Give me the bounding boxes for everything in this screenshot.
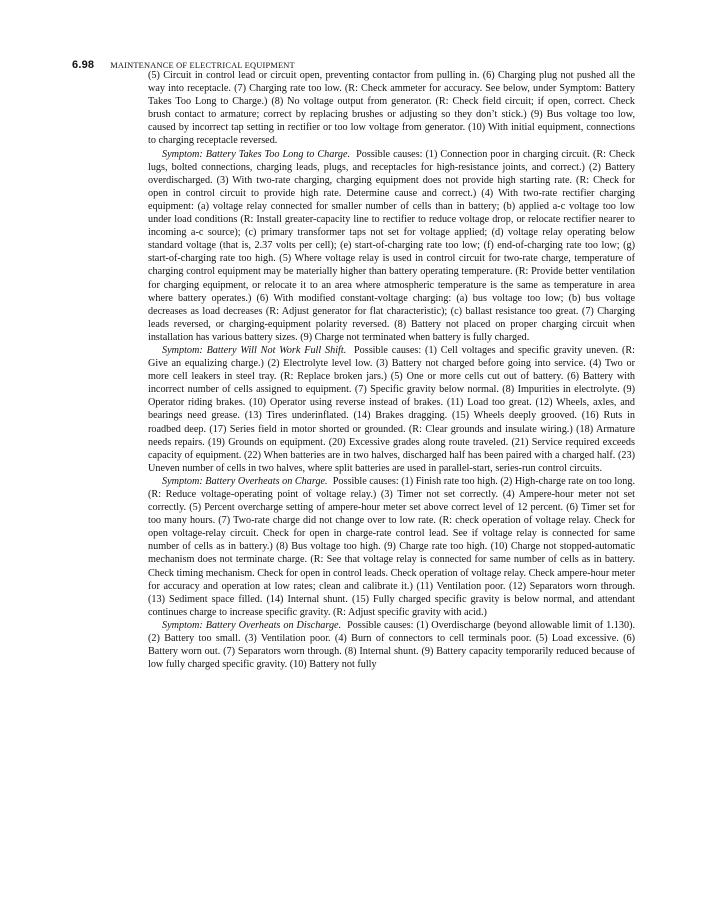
paragraph-symptom-full-shift xyxy=(148,344,635,475)
symptom-heading: Symptom: Battery Overheats on Discharge. xyxy=(162,619,342,631)
paragraph-text: Possible causes: (1) Cell voltages and specific gravity uneven. (R: Give an equalizing charge.) (2) Electrolyte level low. (3) Battery not charged before going into service. (4) Two or more cell leakers in steel tray. (R: Replace broken jars.) (5) One or more cells cut out of battery. (6) Battery with incorrect number of cells assigned to equipment. (7) Specific gravity below normal. (8) Impurities in electrolyte. (9) Operator riding brakes. (10) Operator using reverse instead of brakes. (11) Load too great. (12) Wheels, axles, and bearings need grease. (13) Tires underinflated. (14) Brakes dragging. (15) Wheels deeply grooved. (16) Ruts in roadbed deep. (17) Series field in motor shorted or grounded. (R: Clear grounds and insulate wiring.) (18) Armature needs repairs. (19) Grounds on equipment. (20) Excessive grades along route traveled. (21) Service required exceeds capacity of equipment. (22) When batteries are in two halves, discharged half has been paired with a charged half. (23) Uneven number of cells in two halves, where split batteries are used in parallel-start, series-run control circuits. xyxy=(148,344,636,474)
symptom-heading: Symptom: Battery Takes Too Long to Charge. xyxy=(162,148,351,160)
running-header xyxy=(72,55,632,69)
paragraph-symptom-overheats-discharge xyxy=(148,619,635,671)
symptom-heading: Symptom: Battery Overheats on Charge. xyxy=(162,475,328,487)
paragraph-symptom-takes-too-long xyxy=(148,148,635,344)
paragraph-text: (5) Circuit in control lead or circuit open, preventing contactor from pulling in. (6) Charging plug not pushed all the way into receptacle. (7) Charging rate too low. (R: Check ammeter for accuracy. See below, under Symptom: Battery Takes Too Long to Charge.) (8) No voltage output from generator. (R: Check field circuit; if open, correct. Check brush contact to armature; correct by replacing brushes or adjusting so they don’t stick.) (9) Bus voltage too low, caused by incorrect tap setting in rectifier or too low voltage from generator. (10) With initial equipment, connections to charging receptacle reversed. xyxy=(148,70,635,147)
symptom-heading: Symptom: Battery Will Not Work Full Shift. xyxy=(162,344,347,356)
body-text xyxy=(148,69,635,671)
paragraph-symptom-overheats-charge xyxy=(148,475,635,619)
paragraph-continuation xyxy=(148,69,635,148)
paragraph-text: Possible causes: (1) Overdischarge (beyond allowable limit of 1.130). (2) Battery too small. (3) Ventilation poor. (4) Burn of connectors to cell terminals poor. (5) Load excessive. (6) Battery worn out. (7) Separators worn through. (8) Internal shunt. (9) Battery capacity temporarily reduced because of low fully charged specific gravity. (10) Battery not fully xyxy=(148,619,636,671)
page-number: 6.98 xyxy=(72,59,95,71)
running-title: MAINTENANCE OF ELECTRICAL EQUIPMENT xyxy=(110,61,295,70)
paragraph-text: Possible causes: (1) Connection poor in charging circuit. (R: Check lugs, bolted connections, charging leads, plugs, and receptacles for high-resistance joints, and correct.) (2) Battery overdischarged. (3) With two-rate charging, charging equipment does not provide high starting rate. (R: Check for open in control circuit to provide high rate. Determine cause and correct.) (4) With two-rate rectifier charging equipment: (a) voltage relay connected for smaller number of cells than in battery; (b) applied a-c voltage too low under load conditions (R: Install greater-capacity line to rectifier to reduce voltage drop, or relocate rectifier nearer to incoming a-c source); (c) primary transformer taps not set for voltage applied; (d) voltage relay operating below standard voltage (that is, 2.37 volts per cell); (e) start-of-charging rate too low; (f) end-of-charging rate too low; (g) start-of-charging rate too high. (5) Where voltage relay is used in control circuit for two-rate charge, temperature of charging control equipment may be materially higher than battery operating temperature. (R: Provide better ventilation for charging equipment, or relocate it to an area where atmospheric temperature is the same as temperature in area where battery operates.) (6) With modified constant-voltage charging: (a) bus voltage too low; (b) bus voltage decreases as load decreases (R: Adjust generator for flat characteristic); (c) ballast resistance too great. (7) Charging leads reversed, or charging-equipment polarity reversed. (8) Battery not placed on proper charging circuit when installation has various battery sizes. (9) Charge not terminated when battery is fully charged. xyxy=(148,148,636,343)
paragraph-text: Possible causes: (1) Finish rate too high. (2) High-charge rate on too long. (R: Reduce voltage-operating point of voltage relay.) (3) Timer not set correctly. (4) Ampere-hour meter not set correctly. (5) Percent overcharge setting of ampere-hour meter set above correct level of 12 percent. (6) Timer set for too many hours. (7) Two-rate charge did not change over to low rate. (R: check operation of voltage relay. Check for open voltage-relay circuit. Check for open in charge-rate control lead. See if voltage relay is connected for same number of cells as in battery.) (8) Bus voltage too high. (9) Charge rate too high. (10) Charge not stopped-automatic mechanism does not terminate charge. (R: See that voltage relay is connected for same number of cells as in battery. Check timing mechanism. Check for open in control leads. Check operation of voltage relay. Check ampere-hour meter for accuracy and operation at low rates; clean and calibrate it.) (11) Ventilation poor. (12) Separators worn through. (13) Sediment space filled. (14) Internal shunt. (15) Fully charged specific gravity is below normal, and attendant continues charge to increase specific gravity. (R: Adjust specific gravity with acid.) xyxy=(148,475,635,618)
